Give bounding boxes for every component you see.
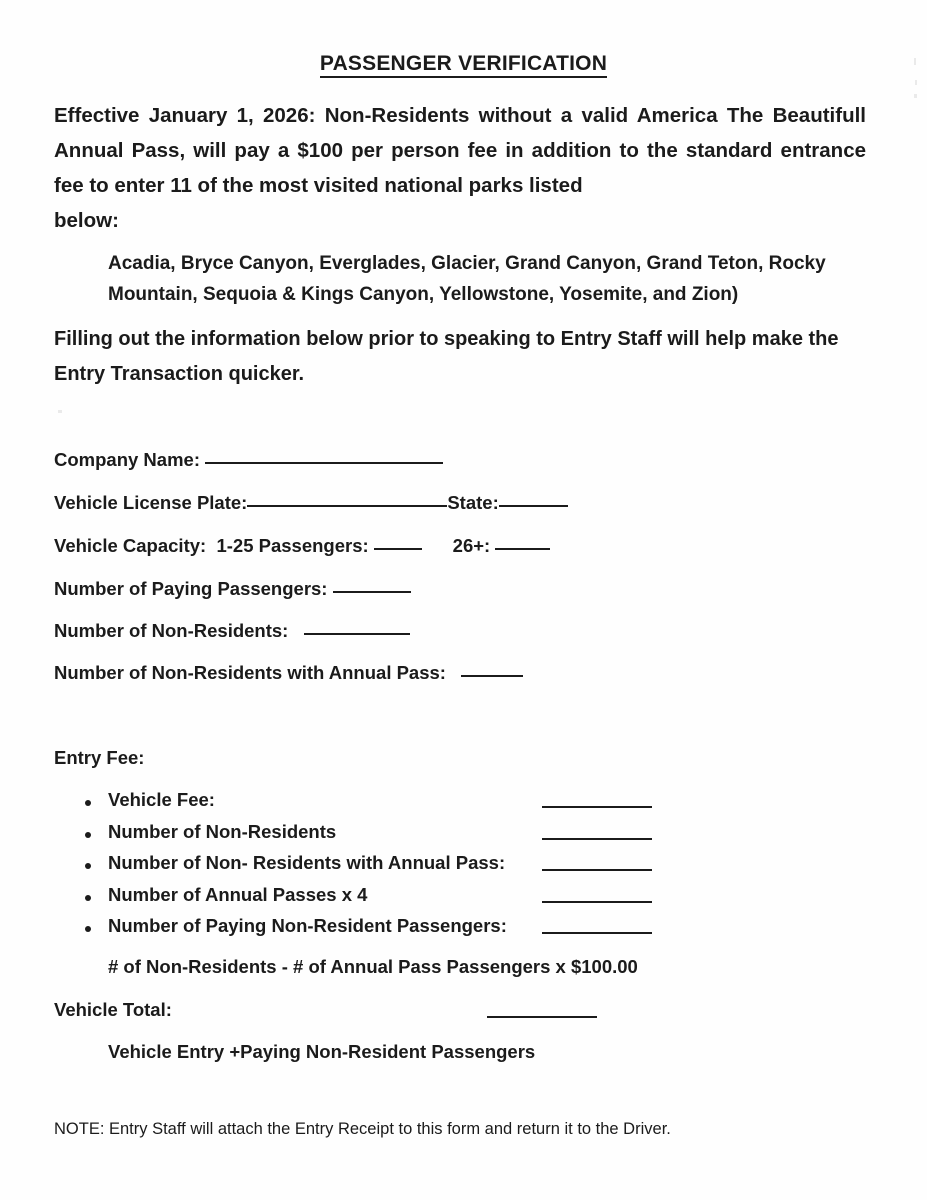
- page-title-text: PASSENGER VERIFICATION: [320, 52, 607, 78]
- list-item-label: Number of Annual Passes x 4: [108, 883, 368, 905]
- vehicle-total-formula: Vehicle Entry +Paying Non-Resident Passengers: [108, 1041, 536, 1062]
- parks-list: Acadia, Bryce Canyon, Everglades, Glacier, Grand Canyon, Grand Teton, Rocky Mountain, Sequoia & Kings Canyon, Yellowstone, Yosemite, and Zion): [108, 253, 826, 305]
- company-name-label: Company Name:: [54, 449, 200, 470]
- state-label: State:: [447, 492, 499, 513]
- field-company-name: [54, 449, 443, 471]
- field-license-plate: [54, 492, 568, 514]
- scan-artifact: [58, 410, 62, 413]
- scan-artifact: [914, 94, 917, 98]
- list-item-label: Vehicle Fee:: [108, 789, 215, 810]
- non-residents-annual-pass-blank[interactable]: [461, 675, 523, 677]
- state-blank[interactable]: [499, 505, 568, 507]
- list-item: [54, 884, 694, 916]
- list-item-label: Number of Paying Non-Resident Passengers:: [108, 915, 507, 936]
- list-item-label: Number of Non- Residents with Annual Pass:: [108, 852, 506, 873]
- list-item-blank[interactable]: [542, 869, 652, 871]
- bullet-dot-icon: [85, 895, 91, 901]
- bullet-dot-icon: [85, 926, 91, 932]
- list-item-blank[interactable]: [542, 932, 652, 934]
- list-item-blank[interactable]: [542, 806, 652, 808]
- list-item-label: Number of Non-Residents: [108, 820, 337, 842]
- non-residents-annual-pass-label: Number of Non-Residents with Annual Pass:: [54, 662, 446, 683]
- bullet-dot-icon: [85, 832, 91, 838]
- list-item: [54, 789, 694, 821]
- field-non-residents-annual-pass: [54, 662, 523, 684]
- entry-fee-list: [54, 789, 694, 947]
- list-item-blank[interactable]: [542, 838, 652, 840]
- vehicle-total-blank[interactable]: [487, 1016, 597, 1018]
- vehicle-capacity-label: Vehicle Capacity:: [54, 535, 207, 556]
- bullet-dot-icon: [85, 800, 91, 806]
- non-residents-label: Number of Non-Residents:: [54, 620, 289, 641]
- fee-formula: # of Non-Residents - # of Annual Pass Passengers x $100.00: [108, 956, 638, 977]
- instructions-paragraph: Filling out the information below prior to speaking to Entry Staff will help make the Entry Transaction quicker.: [54, 328, 839, 385]
- page-title: [0, 52, 927, 76]
- capacity-1-25-label: 1-25 Passengers:: [216, 535, 369, 556]
- list-item: [54, 821, 694, 853]
- footer-note: NOTE: Entry Staff will attach the Entry Receipt to this form and return it to the Driver.: [54, 1120, 671, 1138]
- scan-artifact: [915, 80, 917, 85]
- intro-paragraph-lastline: below:: [54, 209, 119, 232]
- list-item-blank[interactable]: [542, 901, 652, 903]
- license-plate-blank[interactable]: [247, 505, 447, 507]
- bullet-dot-icon: [85, 863, 91, 869]
- paying-passengers-blank[interactable]: [333, 591, 411, 593]
- list-item: [54, 915, 694, 947]
- vehicle-total-label: Vehicle Total:: [54, 999, 172, 1020]
- capacity-26-label: 26+:: [452, 535, 491, 556]
- field-vehicle-capacity: [54, 535, 550, 557]
- field-paying-passengers: [54, 578, 411, 600]
- intro-paragraph: [54, 98, 866, 238]
- field-non-residents: [54, 620, 410, 642]
- capacity-26-blank[interactable]: [495, 548, 550, 550]
- intro-paragraph-text: Effective January 1, 2026: Non-Residents without a valid America The Beautifull Annual Pass, will pay a $100 per person fee in addition to the standard entrance fee to enter 11 of the most visited national parks listed: [54, 104, 866, 197]
- non-residents-blank[interactable]: [304, 633, 410, 635]
- paying-passengers-label: Number of Paying Passengers:: [54, 578, 328, 599]
- list-item: [54, 852, 694, 884]
- company-name-blank[interactable]: [205, 462, 443, 464]
- license-plate-label: Vehicle License Plate:: [54, 492, 248, 513]
- entry-fee-heading: Entry Fee:: [54, 747, 145, 768]
- capacity-1-25-blank[interactable]: [374, 548, 422, 550]
